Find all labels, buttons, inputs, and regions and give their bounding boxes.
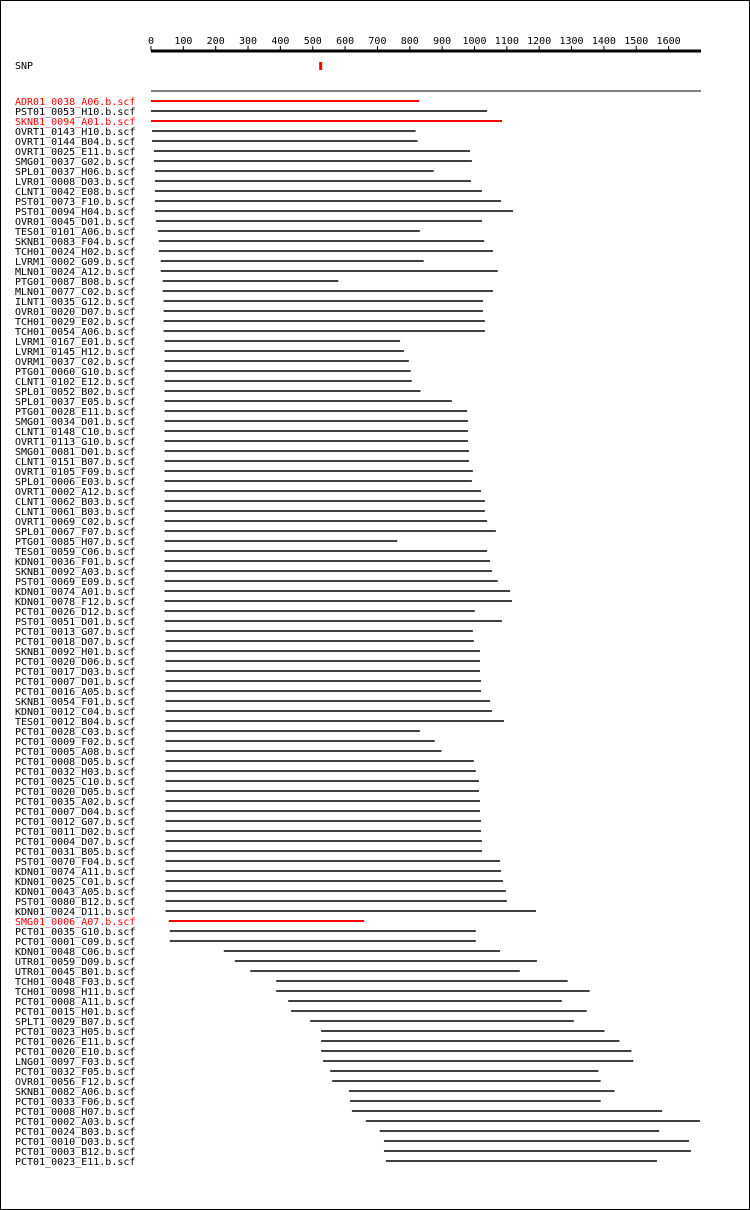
read-name: PCT01_0032_H03.b.scf [15, 767, 136, 778]
read-name: LVRM1_0145_H12.b.scf [15, 347, 136, 358]
snp-label: SNP [15, 61, 34, 72]
read-name: PCT01_0009_F02.b.scf [15, 737, 136, 748]
read-name: PCT01_0023_E11.b.scf [15, 1157, 136, 1168]
read-name: PST01_0053_H10.b.scf [15, 107, 136, 118]
read-name: PTG01_0085_H07.b.scf [15, 537, 136, 548]
read-name: OVR01_0020_D07.b.scf [15, 307, 136, 318]
read-name: PCT01_0023_H05.b.scf [15, 1027, 136, 1038]
snp-marker [319, 62, 322, 70]
snp-track [15, 61, 322, 72]
axis-tick-label: 300 [239, 36, 258, 47]
read-name: KDN01_0074_A01.b.scf [15, 587, 136, 598]
read-name: OVR01_0056_F12.b.scf [15, 1077, 136, 1088]
read-name: PCT01_0012_G07.b.scf [15, 817, 136, 828]
read-name: PCT01_0031_B05.b.scf [15, 847, 136, 858]
read-name: PCT01_0024_B03.b.scf [15, 1127, 136, 1138]
read-name: PTG01_0060_G10.b.scf [15, 367, 136, 378]
read-name: MLN01_0024_A12.b.scf [15, 267, 136, 278]
axis-tick-label: 100 [174, 36, 193, 47]
read-name: PCT01_0001_C09.b.scf [15, 937, 136, 948]
read-name: PTG01_0087_B08.b.scf [15, 277, 136, 288]
read-name: PCT01_0007_D04.b.scf [15, 807, 136, 818]
read-name: SKNB1_0094_A01.b.scf [15, 117, 136, 128]
read-name: PCT01_0025_C10.b.scf [15, 777, 136, 788]
read-name: SMG01_0006_A07.b.scf [15, 917, 136, 928]
read-name: CLNT1_0042_E08.b.scf [15, 187, 136, 198]
axis-tick-label: 1400 [591, 36, 616, 47]
read-name: SPL01_0006_E03.b.scf [15, 477, 136, 488]
read-name: CLNT1_0151_B07.b.scf [15, 457, 136, 468]
read-name: PCT01_0017_D03.b.scf [15, 667, 136, 678]
read-name: PCT01_0028_C03.b.scf [15, 727, 136, 738]
read-name: PCT01_0032_F05.b.scf [15, 1067, 136, 1078]
read-name: OVRT1_0144_B04.b.scf [15, 137, 136, 148]
read-name: SKNB1_0092_A03.b.scf [15, 567, 136, 578]
read-name: PCT01_0011_D02.b.scf [15, 827, 136, 838]
read-name: TCH01_0024_H02.b.scf [15, 247, 136, 258]
read-name: PCT01_0008_D05.b.scf [15, 757, 136, 768]
read-name: KDN01_0078_F12.b.scf [15, 597, 136, 608]
read-name: CLNT1_0102_E12.b.scf [15, 377, 136, 388]
read-name: PCT01_0016_A05.b.scf [15, 687, 136, 698]
axis-tick-label: 500 [303, 36, 322, 47]
read-name: PCT01_0018_D07.b.scf [15, 637, 136, 648]
read-name: LVR01_0008_D03.b.scf [15, 177, 136, 188]
read-name: OVRT1_0143_H10.b.scf [15, 127, 136, 138]
read-name: PCT01_0015_H01.b.scf [15, 1007, 136, 1018]
read-name: PCT01_0002_A03.b.scf [15, 1117, 136, 1128]
read-list [15, 97, 700, 1168]
read-name: SKNB1_0054_F01.b.scf [15, 697, 136, 708]
read-name: KDN01_0024_D11.b.scf [15, 907, 136, 918]
read-name: CLNT1_0148_C10.b.scf [15, 427, 136, 438]
read-name: SKNB1_0083_F04.b.scf [15, 237, 136, 248]
read-name: OVRT1_0069_C02.b.scf [15, 517, 136, 528]
read-name: PCT01_0008_A11.b.scf [15, 997, 136, 1008]
read-name: OVRT1_0105_F09.b.scf [15, 467, 136, 478]
read-name: PCT01_0026_E11.b.scf [15, 1037, 136, 1048]
read-name: KDN01_0048_C06.b.scf [15, 947, 136, 958]
read-name: PCT01_0020_D06.b.scf [15, 657, 136, 668]
read-name: PCT01_0007_D01.b.scf [15, 677, 136, 688]
read-name: SMG01_0034_D01.b.scf [15, 417, 136, 428]
read-name: OVRT1_0025_E11.b.scf [15, 147, 136, 158]
read-name: TES01_0012_B04.b.scf [15, 717, 136, 728]
read-name: SMG01_0037_G02.b.scf [15, 157, 136, 168]
read-name: PST01_0080_B12.b.scf [15, 897, 136, 908]
alignment-chart [1, 1, 749, 1209]
read-name: CLNT1_0061_B03.b.scf [15, 507, 136, 518]
read-name: PCT01_0035_G10.b.scf [15, 927, 136, 938]
read-name: TCH01_0098_H11.b.scf [15, 987, 136, 998]
read-name: PCT01_0033_F06.b.scf [15, 1097, 136, 1108]
read-name: SKNB1_0092_H01.b.scf [15, 647, 136, 658]
read-name: UTR01_0045_B01.b.scf [15, 967, 136, 978]
read-name: SPL01_0067_F07.b.scf [15, 527, 136, 538]
read-name: LNG01_0097_F03.b.scf [15, 1057, 136, 1068]
axis-tick-label: 200 [206, 36, 225, 47]
read-name: PCT01_0004_D07.b.scf [15, 837, 136, 848]
read-name: LVRM1_0167_E01.b.scf [15, 337, 136, 348]
read-name: TES01_0101_A06.b.scf [15, 227, 136, 238]
read-name: TES01_0059_C06.b.scf [15, 547, 136, 558]
read-name: KDN01_0025_C01.b.scf [15, 877, 136, 888]
read-name: SPL01_0052_B02.b.scf [15, 387, 136, 398]
read-name: PST01_0073_F10.b.scf [15, 197, 136, 208]
read-name: SPL01_0037_H06.b.scf [15, 167, 136, 178]
read-name: UTR01_0059_D09.b.scf [15, 957, 136, 968]
read-name: PST01_0070_F04.b.scf [15, 857, 136, 868]
read-name: ADR01_0038_A06.b.scf [15, 97, 136, 108]
read-name: TCH01_0054_A06.b.scf [15, 327, 136, 338]
position-axis [148, 36, 701, 51]
read-name: PCT01_0003_B12.b.scf [15, 1147, 136, 1158]
read-name: KDN01_0043_A05.b.scf [15, 887, 136, 898]
axis-tick-label: 1100 [494, 36, 519, 47]
axis-tick-label: 700 [368, 36, 387, 47]
read-name: PCT01_0010_D03.b.scf [15, 1137, 136, 1148]
read-name: KDN01_0074_A11.b.scf [15, 867, 136, 878]
axis-tick-label: 0 [147, 36, 155, 47]
axis-tick-label: 400 [271, 36, 290, 47]
read-name: PCT01_0013_G07.b.scf [15, 627, 136, 638]
read-name: LVRM1_0002_G09.b.scf [15, 257, 136, 268]
read-name: OVRT1_0113_G10.b.scf [15, 437, 136, 448]
read-name: PST01_0051_D01.b.scf [15, 617, 136, 628]
axis-tick-label: 800 [400, 36, 419, 47]
read-name: KDN01_0012_C04.b.scf [15, 707, 136, 718]
read-name: OVRT1_0002_A12.b.scf [15, 487, 136, 498]
axis-tick-label: 600 [336, 36, 355, 47]
read-name: KDN01_0036_F01.b.scf [15, 557, 136, 568]
read-name: TCH01_0029_E02.b.scf [15, 317, 136, 328]
read-name: ILNT1_0035_G12.b.scf [15, 297, 136, 308]
read-row [15, 1157, 657, 1168]
read-name: PCT01_0026_D12.b.scf [15, 607, 136, 618]
read-name: PCT01_0020_D05.b.scf [15, 787, 136, 798]
axis-tick-label: 1200 [527, 36, 552, 47]
read-name: PTG01_0028_E11.b.scf [15, 407, 136, 418]
read-name: PST01_0069_E09.b.scf [15, 577, 136, 588]
read-name: PST01_0094_H04.b.scf [15, 207, 136, 218]
read-name: PCT01_0005_A08.b.scf [15, 747, 136, 758]
read-name: OVR01_0045_D01.b.scf [15, 217, 136, 228]
read-name: SKNB1_0082_A06.b.scf [15, 1087, 136, 1098]
read-name: PCT01_0035_A02.b.scf [15, 797, 136, 808]
read-name: PCT01_0020_E10.b.scf [15, 1047, 136, 1058]
read-name: SPL01_0037_E05.b.scf [15, 397, 136, 408]
axis-tick-label: 1500 [624, 36, 649, 47]
axis-tick-label: 900 [433, 36, 452, 47]
axis-tick-label: 1000 [462, 36, 487, 47]
axis-tick-label: 1600 [656, 36, 681, 47]
axis-tick-label: 1300 [559, 36, 584, 47]
read-name: MLN01_0077_C02.b.scf [15, 287, 136, 298]
read-name: TCH01_0048_F03.b.scf [15, 977, 136, 988]
read-name: OVRM1_0037_C02.b.scf [15, 357, 136, 368]
read-name: CLNT1_0062_B03.b.scf [15, 497, 136, 508]
read-name: SPLT1_0029_B07.b.scf [15, 1017, 136, 1028]
read-name: PCT01_0008_H07.b.scf [15, 1107, 136, 1118]
read-name: SMG01_0081_D01.b.scf [15, 447, 136, 458]
